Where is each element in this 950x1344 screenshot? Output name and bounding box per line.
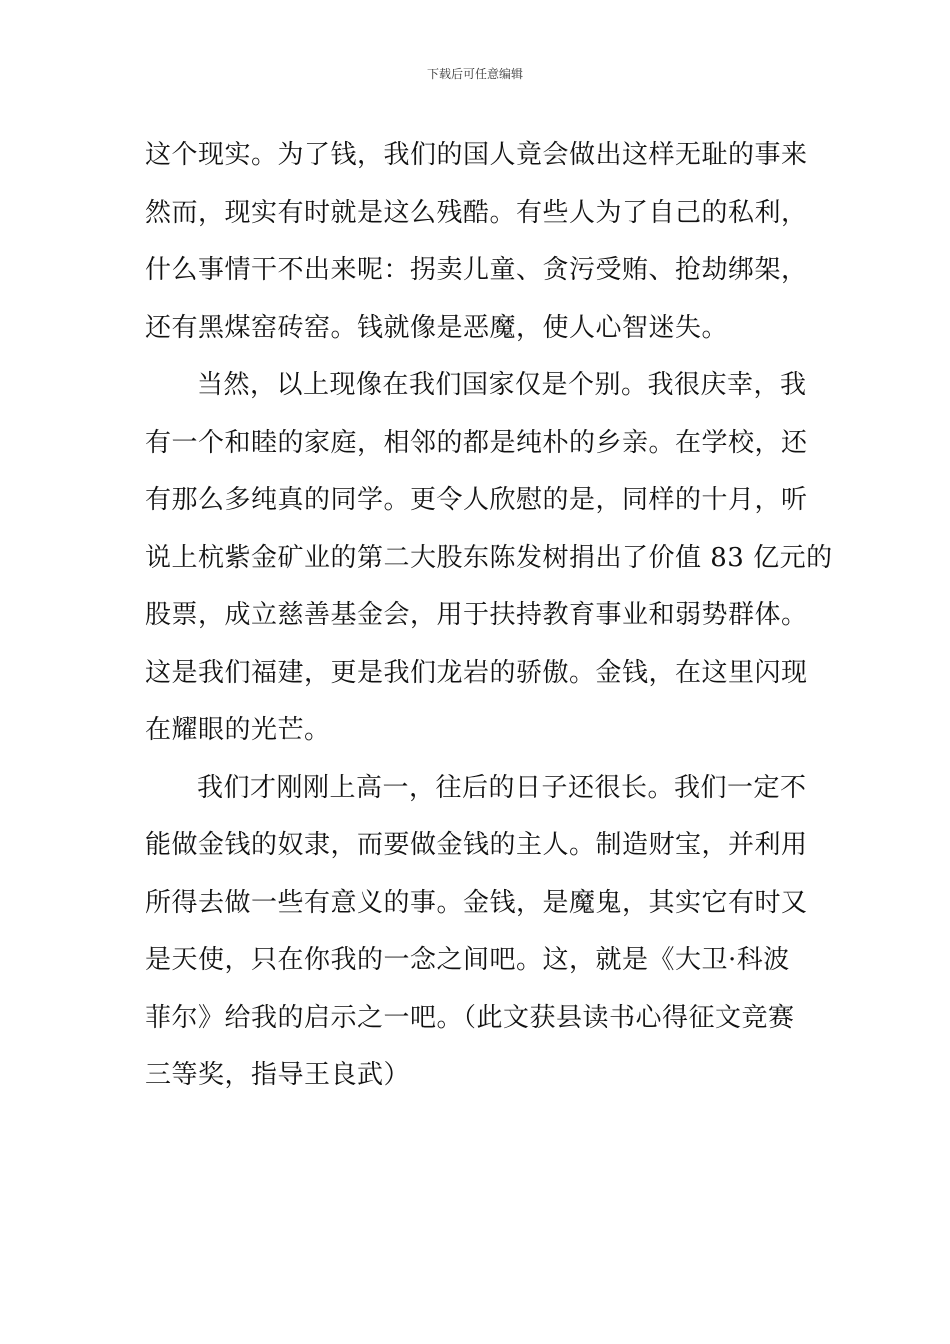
text-line: 什么事情干不出来呢：拐卖儿童、贪污受贿、抢劫绑架， [145,255,808,285]
text-line: 说上杭紫金矿业的第二大股东陈发树捐出了价值 83 亿元的 [145,542,833,573]
text-line: 三等奖，指导王良武） [145,1060,411,1090]
text-line: 在耀眼的光芒。 [145,715,331,745]
text-line: 所得去做一些有意义的事。金钱，是魔鬼，其实它有时又 [145,887,808,918]
text-line: 这是我们福建，更是我们龙岩的骄傲。金钱，在这里闪现 [145,657,808,688]
text-line: 我们才刚刚上高一，往后的日子还很长。我们一定不 [197,772,807,803]
paragraph [145,127,825,357]
text-line: 还有黑煤窑砖窑。钱就像是恶魔，使人心智迷失。 [145,312,729,343]
paragraph [145,357,833,760]
paragraph [145,760,825,1105]
page-header: 下载后可任意编辑 [426,67,523,81]
text-line: 股票，成立慈善基金会，用于扶持教育事业和弱势群体。 [145,600,808,630]
text-line: 能做金钱的奴隶，而要做金钱的主人。制造财宝，并利用 [145,830,808,860]
document-body [145,127,833,1105]
text-line: 当然，以上现像在我们国家仅是个别。我很庆幸，我 [197,370,807,400]
text-line: 是天使，只在你我的一念之间吧。这，就是《大卫·科波 [145,945,790,975]
text-line: 然而，现实有时就是这么残酷。有些人为了自己的私利， [145,197,808,228]
text-line: 有那么多纯真的同学。更令人欣慰的是，同样的十月，听 [145,485,808,515]
text-line: 这个现实。为了钱，我们的国人竟会做出这样无耻的事来 [145,140,808,170]
text-line: 有一个和睦的家庭，相邻的都是纯朴的乡亲。在学校，还 [145,427,808,458]
text-line: 菲尔》给我的启示之一吧。（此文获县读书心得征文竞赛 [145,1002,795,1033]
